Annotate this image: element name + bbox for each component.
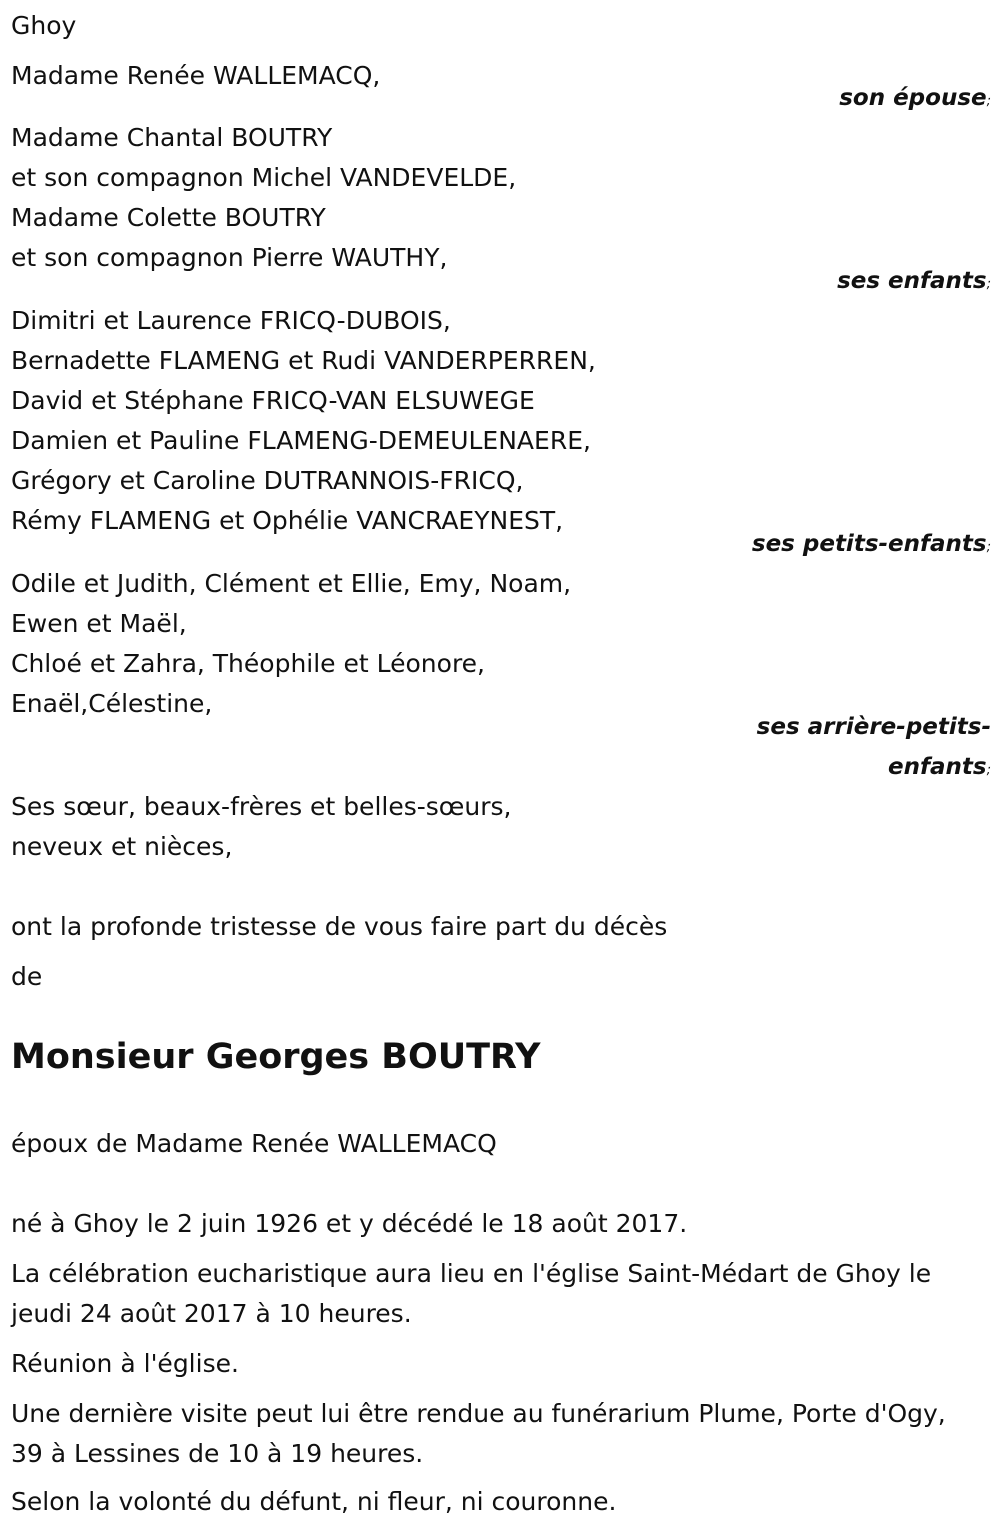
family-line: Odile et Judith, Clément et Ellie, Emy, Noam, [11,569,572,598]
great-grandchildren-group [11,564,991,724]
family-line: Bernadette FLAMENG et Rudi VANDERPERREN, [11,346,596,375]
role-label-spouse [11,78,991,122]
extended-family-group [11,787,991,867]
role-text: ses arrière-petits- [756,714,991,740]
family-line: Madame Renée WALLEMACQ, [11,61,381,90]
role-text: enfants [888,754,987,780]
role-separator: ; [986,763,991,778]
role-text: ses enfants [837,268,987,294]
role-text: son épouse [839,85,987,111]
role-label-children [11,261,991,305]
visit-paragraph: Une dernière visite peut lui être rendue au funérarium Plume, Porte d'Ogy, 39 à Lessines de 10 à 19 heures. [11,1399,946,1468]
family-line: et son compagnon Michel VANDEVELDE, [11,163,517,192]
family-line: Dimitri et Laurence FRICQ-DUBOIS, [11,306,451,335]
family-line: David et Stéphane FRICQ-VAN ELSUWEGE [11,386,535,415]
spouse-line: époux de Madame Renée WALLEMACQ [11,1129,497,1158]
family-line: Ewen et Maël, [11,609,187,638]
deceased-name: Monsieur Georges BOUTRY [11,1037,541,1077]
family-line: Rémy FLAMENG et Ophélie VANCRAEYNEST, [11,506,564,535]
role-separator: ; [986,540,991,555]
role-text: ses petits-enfants [751,531,987,557]
family-line: Enaël,Célestine, [11,689,213,718]
role-separator: ; [986,277,991,292]
announcement-de: de [11,962,43,991]
role-label-great-grandchildren [11,707,991,791]
role-separator: ; [986,94,991,109]
ceremony-paragraph: La célébration eucharistique aura lieu en l'église Saint-Médart de Ghoy le jeudi 24 août 2017 à 10 heures. [11,1259,932,1328]
family-line: et son compagnon Pierre WAUTHY, [11,243,448,272]
wishes-line: Selon la volonté du défunt, ni fleur, ni couronne. [11,1487,617,1516]
family-line: Grégory et Caroline DUTRANNOIS-FRICQ, [11,466,524,495]
grandchildren-group [11,301,991,541]
family-line: Ses sœur, beaux-frères et belles-sœurs, [11,792,512,821]
family-line: neveux et nièces, [11,832,233,861]
children-group [11,118,991,278]
place-name: Ghoy [11,11,77,40]
family-line: Madame Chantal BOUTRY [11,123,333,152]
meeting-line: Réunion à l'église. [11,1349,239,1378]
family-line: Chloé et Zahra, Théophile et Léonore, [11,649,485,678]
announcement-text: ont la profonde tristesse de vous faire part du décès [11,912,668,941]
role-label-grandchildren [11,524,991,568]
family-line: Madame Colette BOUTRY [11,203,326,232]
family-line: Damien et Pauline FLAMENG-DEMEULENAERE, [11,426,591,455]
birth-death-line: né à Ghoy le 2 juin 1926 et y décédé le 18 août 2017. [11,1209,688,1238]
